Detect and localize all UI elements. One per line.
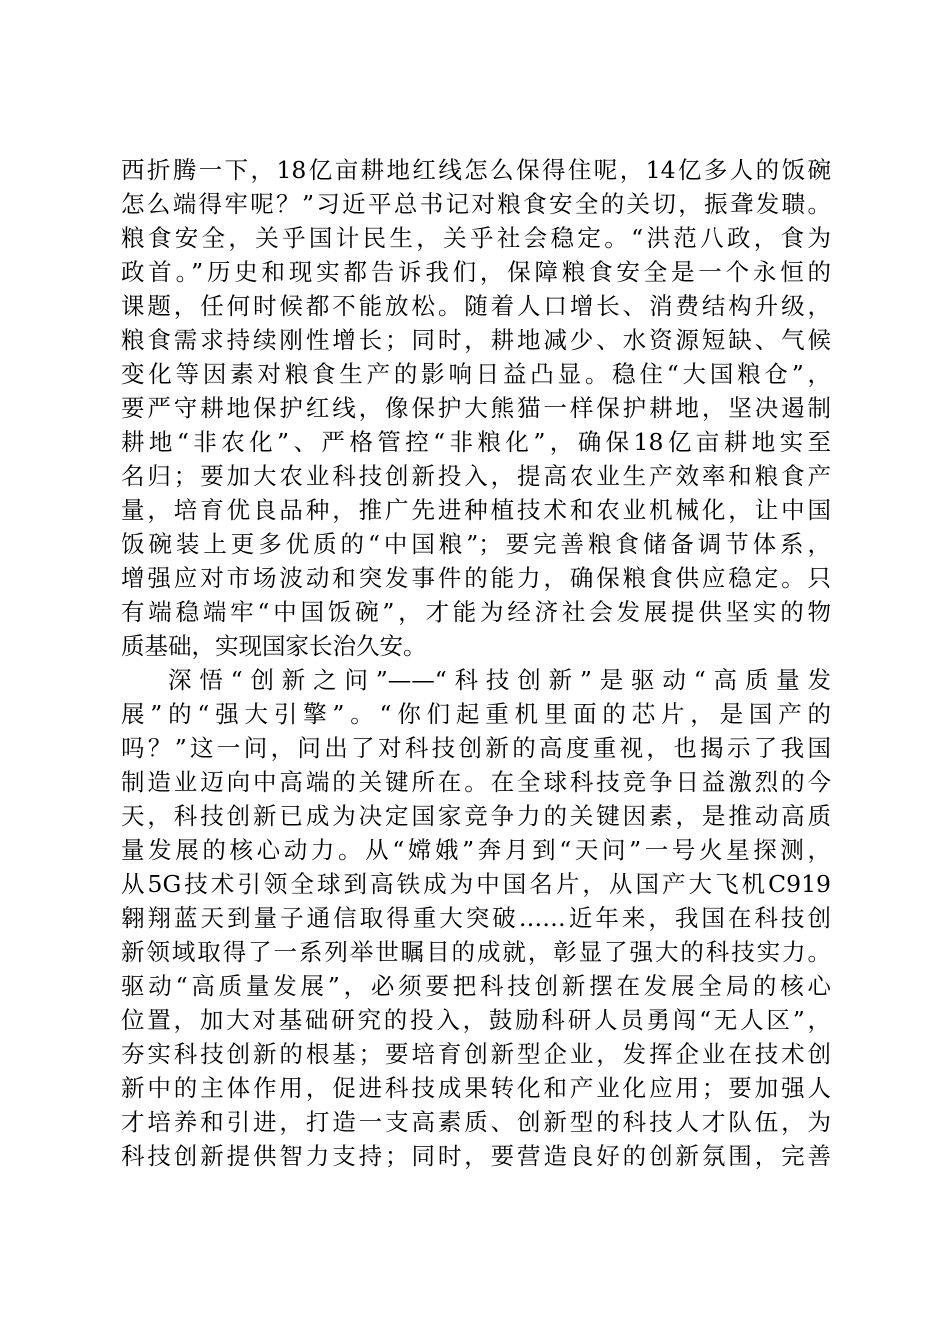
text-line: 翱翔蓝天到量子通信取得重大突破……近年来，我国在科技创: [121, 904, 831, 932]
text-line: 课题，任何时候都不能放松。随着人口增长、消费结构升级，: [121, 292, 831, 320]
text-line: 新中的主体作用，促进科技成果转化和产业化应用；要加强人: [121, 1074, 831, 1102]
text-line: 科技创新提供智力支持；同时，要营造良好的创新氛围，完善: [121, 1142, 831, 1170]
text-line: 增强应对市场波动和突发事件的能力，确保粮食供应稳定。只: [121, 564, 831, 592]
text-line: 制造业迈向中高端的关键所在。在全球科技竞争日益激烈的今: [121, 768, 831, 796]
text-line: 量，培育优良品种，推广先进种植技术和农业机械化，让中国: [121, 496, 831, 524]
text-line: 质基础，实现国家长治久安。: [121, 632, 427, 660]
text-line: 要严守耕地保护红线，像保护大熊猫一样保护耕地，坚决遏制: [121, 394, 831, 422]
text-line: 饭碗装上更多优质的“中国粮”；要完善粮食储备调节体系，: [121, 530, 831, 558]
text-line: 变化等因素对粮食生产的影响日益凸显。稳住“大国粮仓”，: [121, 360, 831, 388]
text-line: 夯实科技创新的根基；要培育创新型企业，发挥企业在技术创: [121, 1040, 831, 1068]
text-line: 粮食安全，关乎国计民生，关乎社会稳定。“洪范八政，食为: [121, 224, 831, 252]
text-line: 展”的“强大引擎”。“你们起重机里面的芯片，是国产的: [121, 700, 831, 728]
text-line: 西折腾一下，18亿亩耕地红线怎么保得住呢，14亿多人的饭碗: [121, 156, 831, 184]
text-line: 粮食需求持续刚性增长；同时，耕地减少、水资源短缺、气候: [121, 326, 831, 354]
text-line: 新领域取得了一系列举世瞩目的成就，彰显了强大的科技实力。: [121, 938, 831, 966]
text-line: 驱动“高质量发展”，必须要把科技创新摆在发展全局的核心: [121, 972, 831, 1000]
text-line: 耕地“非农化”、严格管控“非粮化”，确保18亿亩耕地实至: [121, 428, 831, 456]
paragraph-innovation: [121, 663, 831, 1173]
text-line: 怎么端得牢呢？”习近平总书记对粮食安全的关切，振聋发聩。: [121, 190, 831, 218]
text-line: 名归；要加大农业科技创新投入，提高农业生产效率和粮食产: [121, 462, 831, 490]
text-line: 政首。”历史和现实都告诉我们，保障粮食安全是一个永恒的: [121, 258, 831, 286]
text-line: 量发展的核心动力。从“嫦娥”奔月到“天问”一号火星探测，: [121, 836, 831, 864]
document-body: [121, 153, 831, 1173]
text-line: 吗？”这一问，问出了对科技创新的高度重视，也揭示了我国: [121, 734, 831, 762]
text-line: 才培养和引进，打造一支高素质、创新型的科技人才队伍，为: [121, 1108, 831, 1136]
text-line: 深悟“创新之问”——“科技创新”是驱动“高质量发: [168, 666, 831, 694]
text-line: 位置，加大对基础研究的投入，鼓励科研人员勇闯“无人区”，: [121, 1006, 831, 1034]
text-line: 天，科技创新已成为决定国家竞争力的关键因素，是推动高质: [121, 802, 831, 830]
paragraph-grain-security: [121, 153, 831, 663]
text-line: 从5G技术引领全球到高铁成为中国名片，从国产大飞机C919: [121, 870, 831, 898]
text-line: 有端稳端牢“中国饭碗”，才能为经济社会发展提供坚实的物: [121, 598, 831, 626]
